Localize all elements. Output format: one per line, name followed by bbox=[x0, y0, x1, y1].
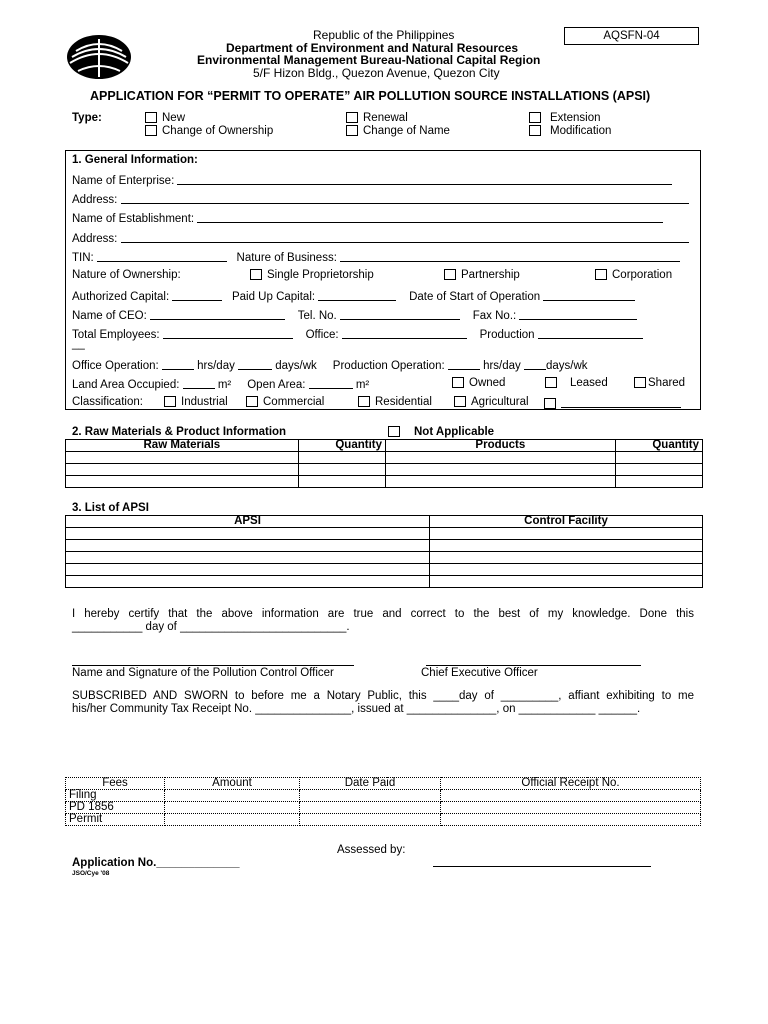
date-paid-header: Date Paid bbox=[300, 778, 441, 790]
office-hrs-field[interactable] bbox=[162, 358, 194, 370]
products-header: Products bbox=[385, 440, 615, 452]
address2-field[interactable] bbox=[121, 231, 689, 243]
land-leased[interactable]: Leased bbox=[545, 377, 608, 389]
certify-line2: ___________ day of __________________________. bbox=[72, 621, 350, 633]
paid-capital-field[interactable] bbox=[318, 289, 396, 301]
products-qty-header: Quantity bbox=[615, 440, 702, 452]
ownership-partnership[interactable]: Partnership bbox=[444, 269, 520, 281]
pco-signature-line[interactable] bbox=[72, 665, 354, 666]
table-row[interactable] bbox=[66, 540, 703, 552]
assessor-signature-line[interactable] bbox=[433, 866, 651, 867]
checkbox-icon bbox=[452, 377, 464, 388]
class-agricultural[interactable]: Agricultural bbox=[454, 396, 529, 408]
checkbox-icon bbox=[388, 426, 400, 437]
operation-row: Office Operation: hrs/day days/wk Production Operation: hrs/day days/wk bbox=[72, 360, 588, 372]
auth-capital-field[interactable] bbox=[172, 289, 222, 301]
ownership-corporation[interactable]: Corporation bbox=[595, 269, 672, 281]
address2-row: Address: bbox=[72, 231, 689, 245]
table-row[interactable] bbox=[66, 552, 703, 564]
checkbox-icon bbox=[246, 396, 258, 407]
republic-text: Republic of the Philippines bbox=[313, 28, 455, 42]
prod-days-field[interactable] bbox=[524, 358, 546, 370]
table-row[interactable] bbox=[66, 476, 703, 488]
nature-business-field[interactable] bbox=[340, 250, 680, 262]
class-industrial[interactable]: Industrial bbox=[164, 396, 228, 408]
certify-line1: I hereby certify that the above information are true and correct to the best of my knowledge. Done this bbox=[72, 608, 694, 620]
checkbox-icon bbox=[545, 377, 557, 388]
raw-materials-table bbox=[65, 439, 703, 488]
class-residential[interactable]: Residential bbox=[358, 396, 432, 408]
raw-header: Raw Materials bbox=[66, 440, 299, 452]
checkbox-icon bbox=[164, 396, 176, 407]
table-row[interactable]: Permit bbox=[66, 814, 701, 826]
table-row[interactable] bbox=[66, 464, 703, 476]
checkbox-icon bbox=[346, 112, 358, 123]
ceo-label: Chief Executive Officer bbox=[421, 667, 538, 679]
employees-row: Total Employees: Office: Production bbox=[72, 327, 643, 341]
raw-qty-header: Quantity bbox=[298, 440, 385, 452]
checkbox-icon bbox=[529, 112, 541, 123]
not-applicable-checkbox[interactable]: Not Applicable bbox=[388, 426, 494, 438]
employees-field[interactable] bbox=[163, 327, 293, 339]
date-start-field[interactable] bbox=[543, 289, 635, 301]
checkbox-icon bbox=[145, 112, 157, 123]
assessed-by-label: Assessed by: bbox=[337, 844, 406, 856]
table-row[interactable]: Filing bbox=[66, 790, 701, 802]
footer-code: JSO/Cye '08 bbox=[72, 870, 110, 877]
pco-label: Name and Signature of the Pollution Control Officer bbox=[72, 667, 334, 679]
tel-field[interactable] bbox=[340, 308, 460, 320]
checkbox-icon bbox=[544, 398, 556, 409]
ceo-signature-line[interactable] bbox=[426, 665, 641, 666]
dash-continuation: __ bbox=[72, 338, 85, 350]
land-area-field[interactable] bbox=[183, 377, 215, 389]
raw-heading: 2. Raw Materials & Product Information bbox=[72, 426, 287, 438]
form-title: APPLICATION FOR “PERMIT TO OPERATE” AIR POLLUTION SOURCE INSTALLATIONS (APSI) bbox=[90, 89, 651, 103]
address1-row: Address: bbox=[72, 192, 689, 206]
classification-label: Classification: bbox=[72, 396, 143, 408]
checkbox-icon bbox=[444, 269, 456, 280]
fax-field[interactable] bbox=[519, 308, 637, 320]
class-other[interactable] bbox=[544, 396, 681, 410]
address-text: 5/F Hizon Bldg., Quezon Avenue, Quezon City bbox=[253, 66, 500, 80]
office-days-field[interactable] bbox=[238, 358, 272, 370]
sworn-line1: SUBSCRIBED AND SWORN to before me a Notary Public, this ____day of _________, affiant exhibiting to me bbox=[72, 690, 694, 702]
checkbox-icon bbox=[634, 377, 646, 388]
type-new[interactable]: New bbox=[145, 112, 185, 124]
denr-logo-icon bbox=[66, 33, 132, 81]
address1-field[interactable] bbox=[121, 192, 689, 204]
land-row: Land Area Occupied: m² Open Area: m² bbox=[72, 379, 370, 391]
checkbox-icon bbox=[358, 396, 370, 407]
tin-field[interactable] bbox=[97, 250, 227, 262]
prod-hrs-field[interactable] bbox=[448, 358, 480, 370]
apsi-header: APSI bbox=[66, 516, 430, 528]
enterprise-field[interactable] bbox=[177, 173, 672, 185]
form-code-box: AQSFN-04 bbox=[564, 27, 699, 45]
fees-table bbox=[65, 777, 701, 826]
dept-text: Department of Environment and Natural Resources bbox=[226, 41, 519, 55]
capital-row: Authorized Capital: Paid Up Capital: Date of Start of Operation bbox=[72, 289, 635, 303]
sworn-line2: his/her Community Tax Receipt No. _______________, issued at ______________, on ____________ ______. bbox=[72, 703, 641, 715]
type-change-ownership[interactable]: Change of Ownership bbox=[145, 125, 273, 137]
class-other-field[interactable] bbox=[561, 396, 681, 408]
checkbox-icon bbox=[454, 396, 466, 407]
amount-header: Amount bbox=[165, 778, 300, 790]
establishment-row: Name of Establishment: bbox=[72, 211, 663, 225]
table-row[interactable] bbox=[66, 564, 703, 576]
application-no: Application No._____________ bbox=[72, 857, 240, 869]
apsi-heading: 3. List of APSI bbox=[72, 502, 149, 514]
checkbox-icon bbox=[145, 125, 157, 136]
ceo-field[interactable] bbox=[150, 308, 285, 320]
tin-row: TIN: Nature of Business: bbox=[72, 250, 680, 264]
table-row[interactable] bbox=[66, 452, 703, 464]
establishment-field[interactable] bbox=[197, 211, 663, 223]
office-employees-field[interactable] bbox=[342, 327, 467, 339]
checkbox-icon bbox=[346, 125, 358, 136]
land-owned[interactable]: Owned bbox=[452, 377, 505, 389]
type-modification[interactable]: Modification bbox=[529, 125, 611, 137]
enterprise-row: Name of Enterprise: bbox=[72, 173, 698, 187]
land-shared[interactable]: Shared bbox=[634, 377, 685, 389]
ceo-row: Name of CEO: Tel. No. Fax No.: bbox=[72, 308, 637, 322]
open-area-field[interactable] bbox=[309, 377, 353, 389]
fees-header: Fees bbox=[66, 778, 165, 790]
general-heading: 1. General Information: bbox=[72, 154, 198, 166]
apsi-table bbox=[65, 515, 703, 588]
type-extension[interactable]: Extension bbox=[529, 112, 601, 124]
table-row[interactable] bbox=[66, 576, 703, 588]
receipt-header: Official Receipt No. bbox=[441, 778, 701, 790]
table-row[interactable]: PD 1856 bbox=[66, 802, 701, 814]
checkbox-icon bbox=[595, 269, 607, 280]
checkbox-icon bbox=[250, 269, 262, 280]
type-renewal[interactable]: Renewal bbox=[346, 112, 408, 124]
table-row[interactable] bbox=[66, 528, 703, 540]
type-change-name[interactable]: Change of Name bbox=[346, 125, 450, 137]
ownership-single[interactable]: Single Proprietorship bbox=[250, 269, 374, 281]
production-employees-field[interactable] bbox=[538, 327, 643, 339]
control-facility-header: Control Facility bbox=[430, 516, 703, 528]
bureau-text: Environmental Management Bureau-National Capital Region bbox=[197, 53, 541, 67]
type-label: Type: bbox=[72, 112, 102, 124]
class-commercial[interactable]: Commercial bbox=[246, 396, 324, 408]
checkbox-icon bbox=[529, 125, 541, 136]
ownership-row: Nature of Ownership: bbox=[72, 269, 181, 281]
